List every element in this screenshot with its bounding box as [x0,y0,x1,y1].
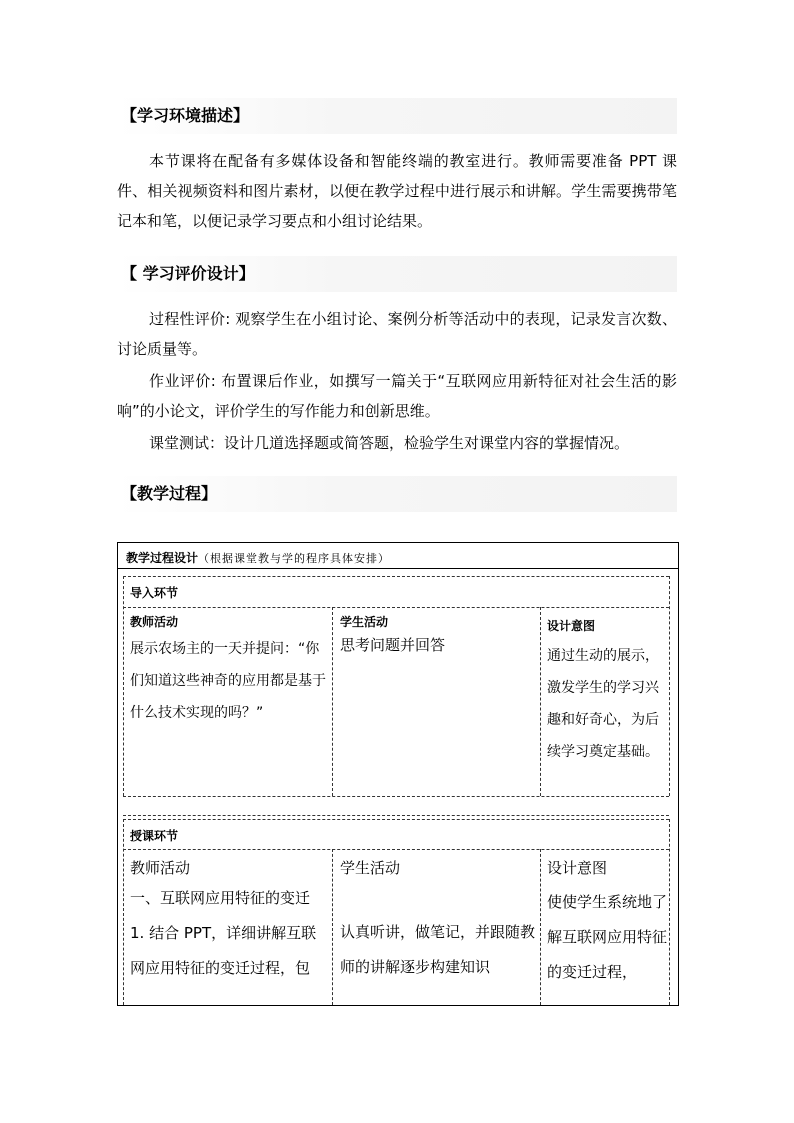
intro-design-label: 设计意图 [547,619,596,633]
intro-student-label: 学生活动 [340,615,389,629]
intro-teacher-text: 展示农场主的一天并提问：“你们知道这些神奇的应用都是基于什么技术实现的吗？” [130,641,326,721]
intro-top-border [123,576,669,577]
lecture-section-label: 授课环节 [130,829,179,843]
paragraph-classroom-test: 课堂测试：设计几道选择题或简答题，检验学生对课堂内容的掌握情况。 [149,434,630,452]
intro-right-border [669,576,670,796]
intro-left-border [123,576,124,796]
heading-learning-environment: 【学习环境描述】 [117,98,677,134]
heading-teaching-process: 【教学过程】 [117,476,677,512]
lecture-right-border [669,819,670,1005]
table-title [126,549,390,566]
lecture-col-divider-1 [332,849,333,1005]
lecture-design-label: 设计意图 [547,859,608,877]
lecture-top-border [123,819,669,820]
intro-col-divider-1 [332,607,333,796]
lecture-left-border [123,819,124,1005]
intro-bottom-border [123,796,669,797]
paragraph-homework-evaluation: 作业评价: 布置课后作业，如撰写一篇关于“互联网应用新特征对社会生活的影响”的小论文，评价学生的写作能力和创新思维。 [117,372,677,420]
lecture-student-label: 学生活动 [340,859,401,877]
paragraph-learning-environment: 本节课将在配备有多媒体设备和智能终端的教室进行。教师需要准备 PPT 课件、相关视频资料和图片素材，以便在教学过程中进行展示和讲解。学生需要携带笔记本和笔，以便记录学习要点和小组讨论结果。 [117,152,677,230]
heading-evaluation-design: 【 学习评价设计】 [117,256,677,292]
intro-header-divider [123,607,669,608]
table-title-divider [118,568,678,569]
intro-section-label: 导入环节 [130,586,179,600]
lecture-student-text: 认真听讲，做笔记，并跟随教师的讲解逐步构建知识 [340,923,536,976]
lecture-design-text: 使使学生系统地了解互联网应用特征的变迁过程， [547,893,668,981]
spacer-bottom-border [123,815,669,816]
intro-teacher-label: 教师活动 [130,615,179,629]
teaching-process-table [117,542,679,1006]
table-title-main: 教学过程设计 [126,551,199,565]
intro-col-divider-2 [540,607,541,796]
lecture-teacher-label: 教师活动 [130,859,191,877]
lecture-col-divider-2 [540,849,541,1005]
lecture-teacher-text: 一、互联网应用特征的变迁 1. 结合 PPT，详细讲解互联网应用特征的变迁过程，包 [130,889,317,977]
intro-design-text: 通过生动的展示，激发学生的学习兴趣和好奇心，为后续学习奠定基础。 [547,648,659,760]
intro-student-text: 思考问题并回答 [340,636,446,654]
paragraph-process-evaluation: 过程性评价: 观察学生在小组讨论、案例分析等活动中的表现，记录发言次数、讨论质量等。 [117,310,677,358]
table-title-note: （根据课堂教与学的程序具体安排） [198,552,391,565]
lecture-header-divider [123,849,669,850]
